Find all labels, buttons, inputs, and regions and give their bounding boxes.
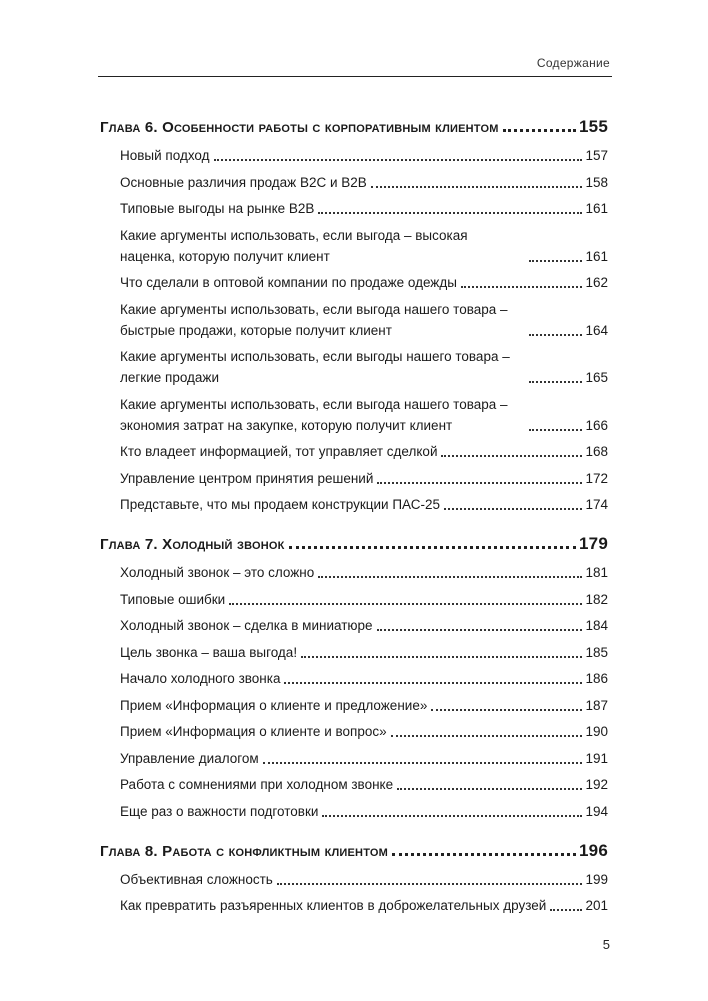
toc-entry[interactable] <box>120 695 608 716</box>
dot-leader <box>214 159 583 161</box>
toc-entry[interactable] <box>120 346 608 388</box>
dot-leader <box>392 853 576 856</box>
entry-page: 182 <box>585 591 608 607</box>
chapter-heading[interactable] <box>100 116 608 138</box>
entry-page: 161 <box>585 248 608 264</box>
toc-entry[interactable] <box>120 394 608 436</box>
entry-title: Что сделали в оптовой компании по продаже одежды <box>120 275 457 290</box>
entry-title: Управление диалогом <box>120 750 259 766</box>
dot-leader <box>229 603 582 605</box>
toc-entry[interactable] <box>120 198 608 219</box>
toc-entry[interactable] <box>120 562 608 583</box>
entry-page: 165 <box>585 370 608 385</box>
entry-title: Управление центром принятия решений <box>120 470 374 486</box>
dot-leader <box>284 682 582 684</box>
toc-entry[interactable] <box>120 172 608 193</box>
dot-leader <box>277 883 583 885</box>
entry-page: 161 <box>585 201 608 216</box>
entry-title: Кто владеет информацией, тот управляет сделкой <box>120 444 438 459</box>
chapter-title: Глава 6. Особенности работы с корпоративным клиентом <box>100 119 499 136</box>
entry-page: 187 <box>585 697 608 713</box>
dot-leader <box>377 629 583 631</box>
dot-leader <box>263 762 583 764</box>
entry-title: Типовые ошибки <box>120 591 226 607</box>
chapter-heading[interactable] <box>100 533 608 555</box>
dot-leader <box>529 334 582 336</box>
dot-leader <box>503 129 576 132</box>
entry-title: Какие аргументы использовать, если выгоды нашего товара – легкие продажи <box>120 349 510 385</box>
toc-entry[interactable] <box>120 774 608 795</box>
toc-entry[interactable] <box>120 441 608 462</box>
dot-leader <box>377 482 582 484</box>
entry-title: Типовые выгоды на рынке B2B <box>120 201 315 216</box>
entry-title: Холодный звонок – это сложно <box>120 565 315 580</box>
entry-page: 186 <box>585 671 608 686</box>
running-head: Содержание <box>536 56 610 70</box>
entry-title: Прием «Информация о клиенте и предложение» <box>120 697 428 713</box>
entry-title: Представьте, что мы продаем конструкции ПАС-25 <box>120 497 440 512</box>
toc-entry[interactable] <box>120 468 608 489</box>
dot-leader <box>289 546 577 549</box>
entry-page: 164 <box>585 322 608 338</box>
page-number: 5 <box>602 937 610 952</box>
entry-title: Основные различия продаж B2C и B2B <box>120 174 367 190</box>
entry-page: 184 <box>585 618 608 633</box>
dot-leader <box>371 186 583 188</box>
dot-leader <box>318 576 582 578</box>
entry-page: 191 <box>585 750 608 766</box>
entry-title: Какие аргументы использовать, если выгода – высокая наценка, которую получит клиент <box>120 227 468 264</box>
chapter-title: Глава 8. Работа с конфликтным клиентом <box>100 842 388 860</box>
toc-entry[interactable] <box>120 299 608 341</box>
toc-entry[interactable] <box>120 869 608 890</box>
dot-leader <box>391 735 583 737</box>
entry-page: 162 <box>585 275 608 290</box>
entry-title: Прием «Информация о клиенте и вопрос» <box>120 724 387 739</box>
dot-leader <box>431 709 582 711</box>
toc-entry[interactable] <box>120 895 608 916</box>
entry-title: Какие аргументы использовать, если выгода нашего товара – быстрые продажи, которые получит клиент <box>120 301 508 338</box>
chapter-6 <box>100 116 608 515</box>
chapter-8 <box>100 840 608 917</box>
entry-title: Какие аргументы использовать, если выгода нашего товара – экономия затрат на закупке, которую получит клиент <box>120 396 508 433</box>
dot-leader <box>397 788 582 790</box>
entry-title: Холодный звонок – сделка в миниатюре <box>120 618 373 633</box>
toc-entry[interactable] <box>120 721 608 742</box>
entry-page: 158 <box>585 174 608 190</box>
entry-page: 168 <box>585 444 608 459</box>
chapter-page: 155 <box>579 117 608 136</box>
dot-leader <box>529 429 582 431</box>
dot-leader <box>461 286 583 288</box>
dot-leader <box>529 260 582 262</box>
toc-entry[interactable] <box>120 801 608 822</box>
entry-page: 194 <box>585 803 608 819</box>
toc-entry[interactable] <box>120 668 608 689</box>
toc-entry[interactable] <box>120 494 608 515</box>
entry-page: 190 <box>585 724 608 739</box>
toc-entry[interactable] <box>120 589 608 610</box>
table-of-contents <box>100 116 608 934</box>
entry-title: Объективная сложность <box>120 871 273 887</box>
chapter-7 <box>100 533 608 822</box>
toc-entry[interactable] <box>120 145 608 166</box>
chapter-title: Глава 7. Холодный звонок <box>100 536 285 553</box>
chapter-page: 196 <box>579 840 608 860</box>
dot-leader <box>441 455 582 457</box>
entry-page: 199 <box>585 871 608 887</box>
entry-page: 201 <box>585 898 608 913</box>
dot-leader <box>444 508 582 510</box>
entry-page: 192 <box>585 777 608 792</box>
header-rule <box>98 76 612 77</box>
entry-page: 174 <box>585 497 608 512</box>
entry-page: 185 <box>585 644 608 660</box>
entry-title: Еще раз о важности подготовки <box>120 803 319 819</box>
dot-leader <box>550 909 582 911</box>
entry-page: 181 <box>585 565 608 580</box>
chapter-heading[interactable] <box>100 840 608 862</box>
toc-entry[interactable] <box>120 615 608 636</box>
dot-leader <box>301 656 582 658</box>
entry-page: 157 <box>585 148 608 163</box>
entry-title: Работа с сомнениями при холодном звонке <box>120 777 394 792</box>
dot-leader <box>322 815 582 817</box>
entry-title: Новый подход <box>120 148 210 163</box>
entry-title: Начало холодного звонка <box>120 671 281 686</box>
toc-entry[interactable] <box>120 225 608 267</box>
toc-entry[interactable] <box>120 748 608 769</box>
entry-page: 172 <box>585 470 608 486</box>
toc-entry[interactable] <box>120 642 608 663</box>
chapter-page: 179 <box>579 534 608 553</box>
dot-leader <box>529 381 582 383</box>
entry-title: Как превратить разъяренных клиентов в доброжелательных друзей <box>120 898 547 913</box>
toc-entry[interactable] <box>120 272 608 293</box>
entry-page: 166 <box>585 417 608 433</box>
dot-leader <box>318 212 582 214</box>
entry-title: Цель звонка – ваша выгода! <box>120 644 298 660</box>
